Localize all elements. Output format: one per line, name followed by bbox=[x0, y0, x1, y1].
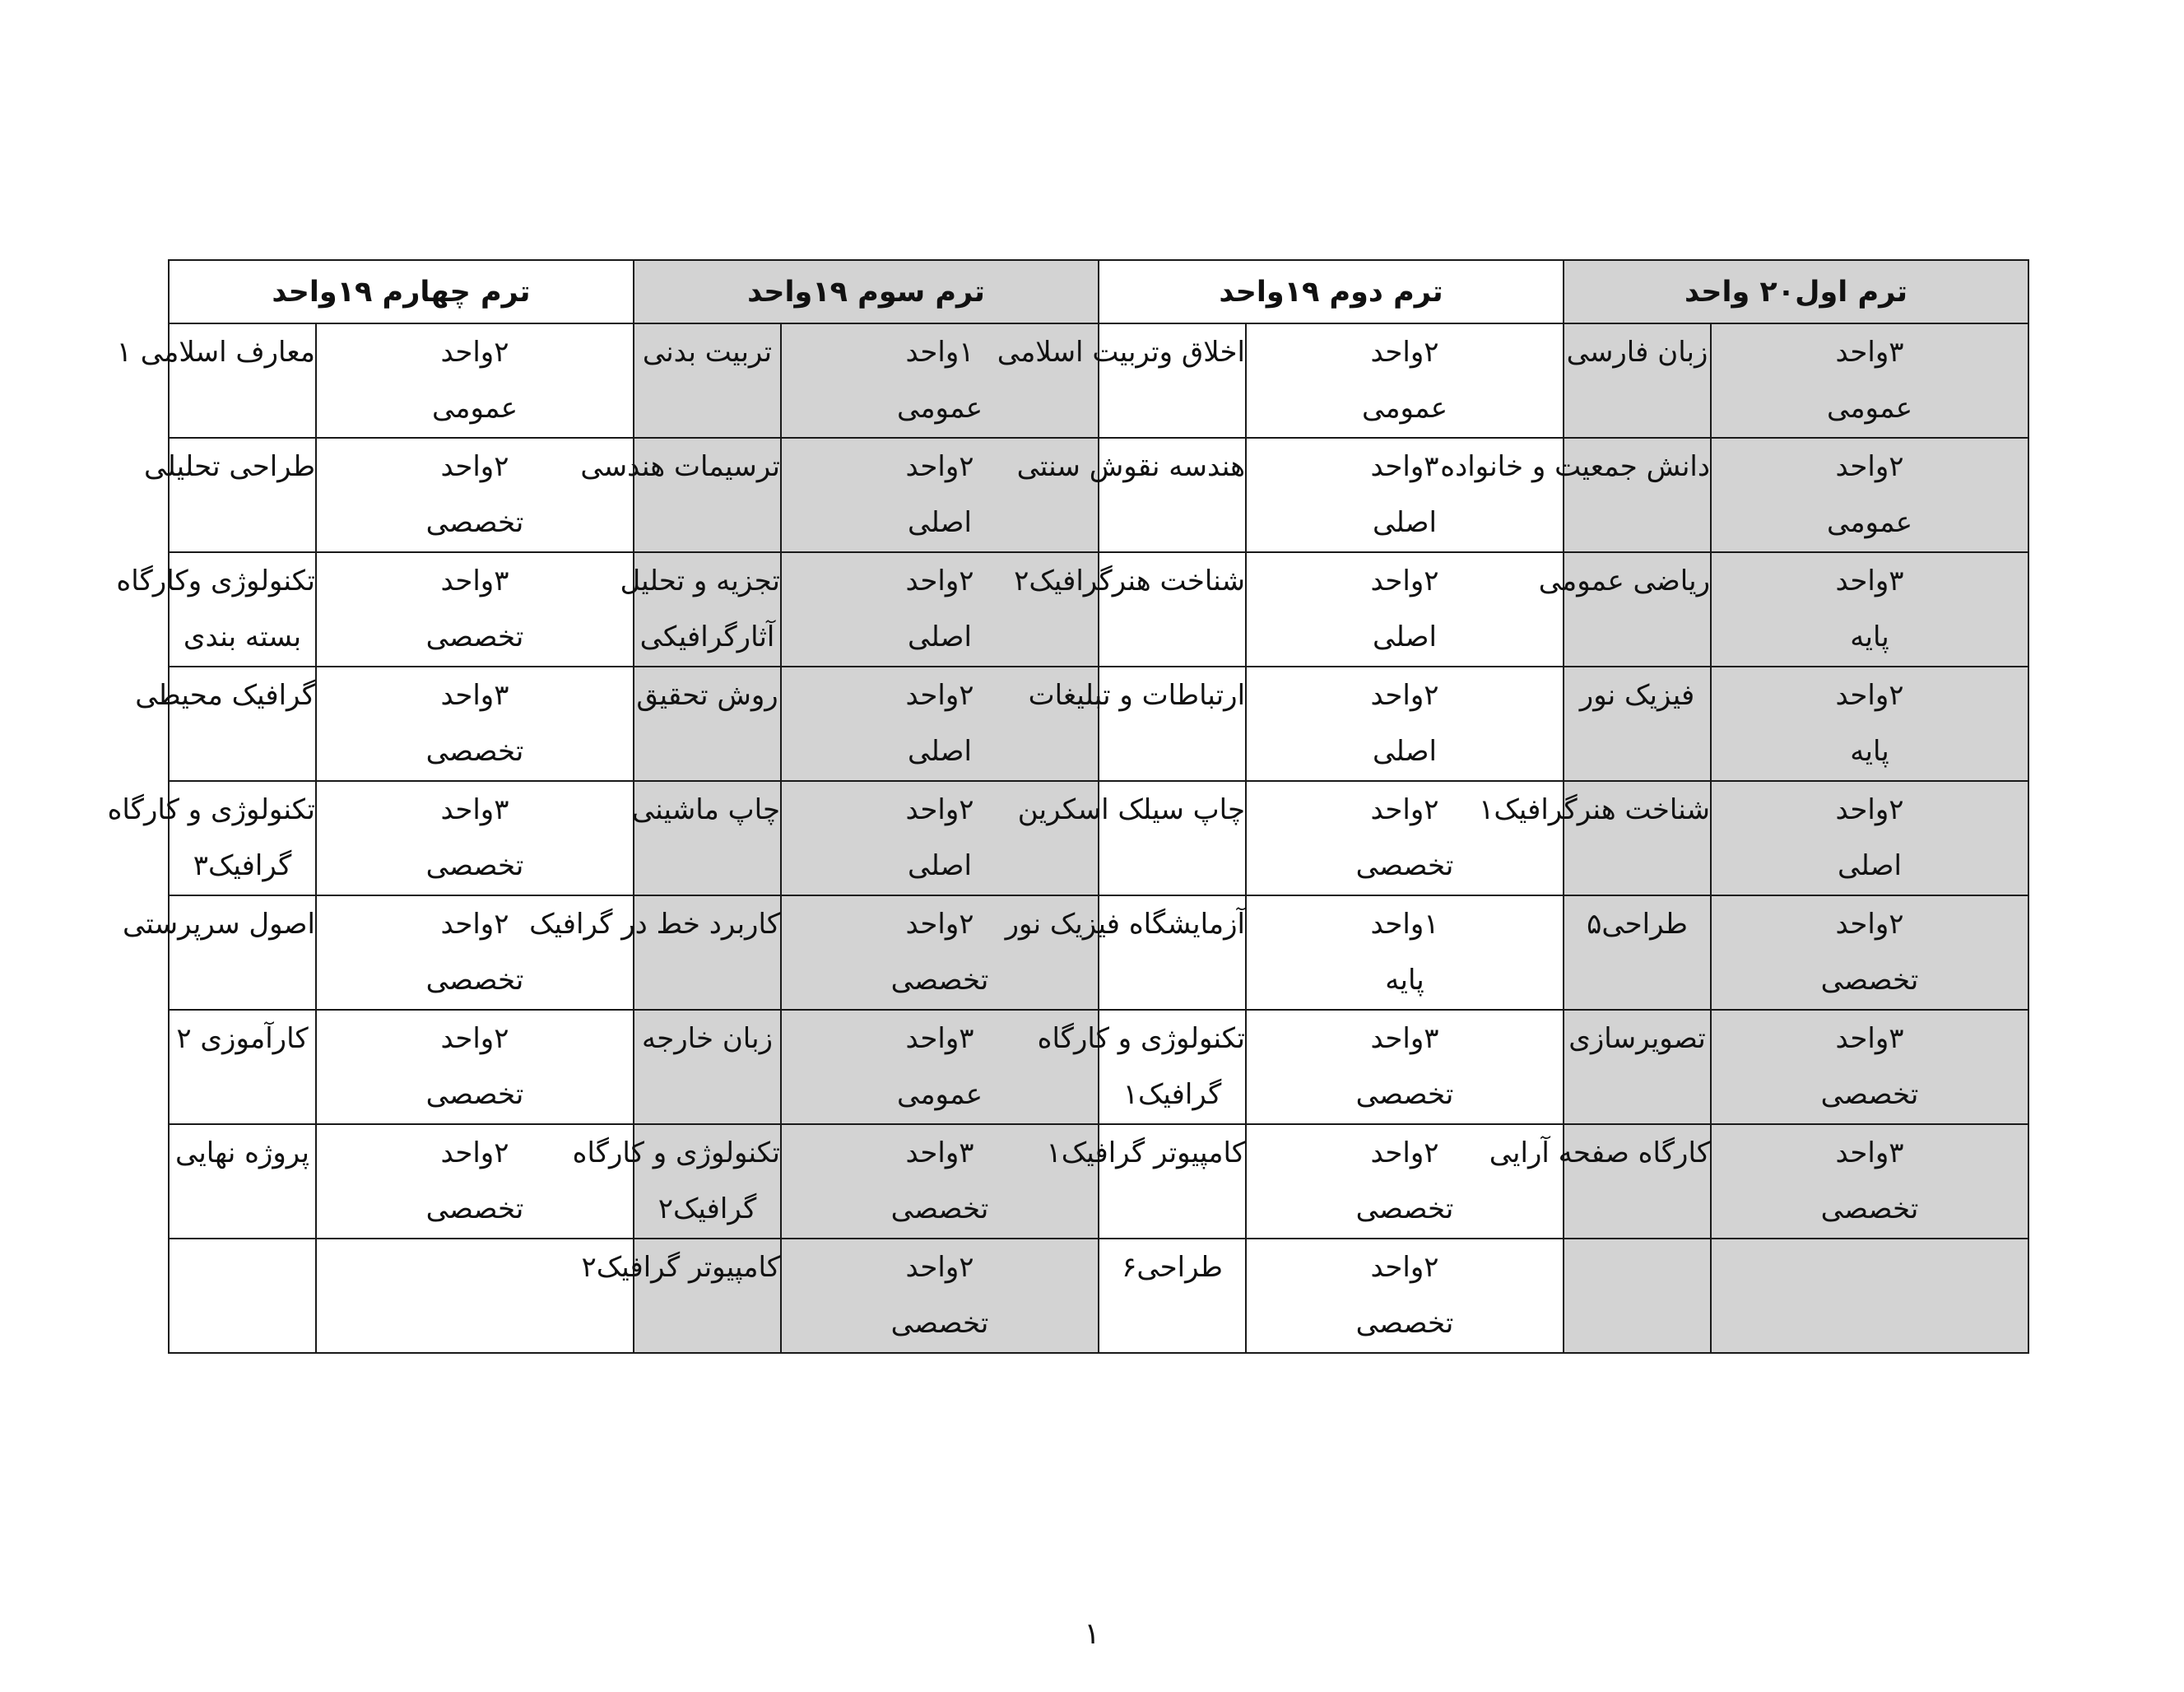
course-type-label: اصلی bbox=[908, 621, 972, 653]
units-label: ۲واحد bbox=[440, 1022, 509, 1055]
course-cell bbox=[1005, 895, 1246, 1010]
units-label: ۲واحد bbox=[1370, 565, 1439, 597]
course-type-label: عمومی bbox=[431, 392, 518, 425]
course-type-label: اصلی bbox=[1838, 849, 1902, 882]
course-name-line: تکنولوژی و کارگاه bbox=[107, 793, 315, 826]
course-name-line: زبان فارسی bbox=[1566, 336, 1708, 369]
course-cell bbox=[169, 1239, 316, 1353]
course-type-label: عمومی bbox=[896, 1078, 983, 1111]
course-cell bbox=[1538, 552, 1711, 667]
course-type-label: اصلی bbox=[1373, 506, 1437, 539]
table-row bbox=[169, 1239, 2028, 1353]
term-4-header: ترم چهارم ۱۹واحد bbox=[169, 260, 634, 323]
course-type-label: تخصصی bbox=[425, 506, 524, 539]
table-body bbox=[107, 323, 2028, 1353]
course-type-label: تخصصی bbox=[425, 1192, 524, 1225]
course-cell bbox=[634, 1010, 781, 1124]
units-label: ۲واحد bbox=[905, 908, 974, 941]
units-label: ۱واحد bbox=[905, 336, 974, 369]
course-name-line: دانش جمعیت و خانواده bbox=[1440, 450, 1711, 483]
units-label: ۳واحد bbox=[905, 1137, 974, 1169]
unit-cell bbox=[1246, 667, 1564, 781]
units-label: ۳واحد bbox=[440, 793, 509, 826]
unit-cell bbox=[1711, 781, 2028, 895]
units-label: ۲واحد bbox=[440, 336, 509, 369]
units-label: ۲واحد bbox=[1835, 793, 1904, 826]
course-name-line: بسته بندی bbox=[183, 621, 302, 653]
unit-cell bbox=[316, 667, 634, 781]
course-name-line: کامپیوتر گرافیک۱ bbox=[1046, 1137, 1246, 1169]
course-type-label: تخصصی bbox=[425, 621, 524, 653]
unit-cell bbox=[781, 1239, 1099, 1353]
unit-cell bbox=[1246, 1239, 1564, 1353]
course-cell bbox=[107, 781, 316, 895]
curriculum-table bbox=[107, 259, 2029, 1354]
units-label: ۳واحد bbox=[1370, 1022, 1439, 1055]
units-label: ۲واحد bbox=[440, 1137, 509, 1169]
course-name-line: کارآموزی ۲ bbox=[176, 1022, 309, 1055]
course-name-line: کاربرد خط در گرافیک bbox=[529, 908, 781, 941]
course-type-label: پایه bbox=[1850, 621, 1889, 653]
units-label: ۲واحد bbox=[1370, 336, 1439, 369]
unit-cell bbox=[1246, 895, 1564, 1010]
course-cell bbox=[634, 667, 781, 781]
course-cell bbox=[581, 1239, 781, 1353]
course-cell bbox=[580, 438, 781, 552]
course-name-line: زبان خارجه bbox=[641, 1022, 774, 1055]
unit-cell bbox=[316, 323, 634, 438]
units-label: ۲واحد bbox=[440, 450, 509, 483]
units-label: ۲واحد bbox=[1835, 450, 1904, 483]
course-cell bbox=[1440, 438, 1711, 552]
units-label: ۳واحد bbox=[905, 1022, 974, 1055]
course-cell bbox=[1564, 895, 1711, 1010]
course-type-label: پایه bbox=[1850, 735, 1889, 768]
course-name-line: تکنولوژی و کارگاه bbox=[572, 1137, 781, 1169]
unit-cell bbox=[1711, 552, 2028, 667]
units-label: ۲واحد bbox=[440, 908, 509, 941]
course-type-label: اصلی bbox=[1373, 621, 1437, 653]
course-cell bbox=[169, 1010, 316, 1124]
course-type-label: تخصصی bbox=[425, 964, 524, 997]
course-cell bbox=[572, 1124, 781, 1239]
course-type-label: اصلی bbox=[908, 849, 972, 882]
course-name-line: گرافیک محیطی bbox=[135, 679, 315, 712]
table-row bbox=[169, 323, 2028, 438]
course-cell bbox=[116, 323, 316, 438]
unit-cell bbox=[1246, 552, 1564, 667]
course-name-line: ترسیمات هندسی bbox=[580, 450, 781, 483]
course-name-line: شناخت هنرگرافیک۱ bbox=[1479, 793, 1711, 826]
units-label: ۳واحد bbox=[440, 679, 509, 712]
term-1-header: ترم اول۲۰ واحد bbox=[1564, 260, 2028, 323]
table-row bbox=[169, 1010, 2028, 1124]
units-label: ۳واحد bbox=[1835, 1022, 1904, 1055]
unit-cell bbox=[1246, 323, 1564, 438]
course-cell bbox=[631, 781, 781, 895]
unit-cell bbox=[1711, 438, 2028, 552]
course-name-line: چاپ سیلک اسکرین bbox=[1017, 793, 1246, 826]
header-row bbox=[169, 260, 2028, 323]
unit-cell bbox=[1711, 1239, 2028, 1353]
units-label: ۳واحد bbox=[1370, 450, 1439, 483]
course-name-line: گرافیک۱ bbox=[1122, 1078, 1222, 1111]
unit-cell bbox=[1711, 1124, 2028, 1239]
term-3-header: ترم سوم ۱۹واحد bbox=[634, 260, 1099, 323]
course-type-label: تخصصی bbox=[425, 735, 524, 768]
course-cell bbox=[144, 438, 316, 552]
units-label: ۲واحد bbox=[905, 450, 974, 483]
course-type-label: اصلی bbox=[1373, 735, 1437, 768]
units-label: ۳واحد bbox=[1835, 565, 1904, 597]
course-cell bbox=[169, 1124, 316, 1239]
course-name-line: طراحی۵ bbox=[1587, 908, 1688, 941]
units-label: ۳واحد bbox=[1835, 1137, 1904, 1169]
course-name-line: آزمایشگاه فیزیک نور bbox=[1005, 908, 1246, 941]
course-cell bbox=[1046, 1124, 1246, 1239]
course-name-line: تصویرسازی bbox=[1568, 1022, 1706, 1055]
course-cell bbox=[1564, 1010, 1711, 1124]
table-row bbox=[169, 552, 2028, 667]
table-row bbox=[169, 1124, 2028, 1239]
course-cell bbox=[1564, 667, 1711, 781]
course-type-label: تخصصی bbox=[890, 1307, 989, 1340]
course-name-line: گرافیک۲ bbox=[658, 1192, 757, 1225]
course-cell bbox=[1564, 1239, 1711, 1353]
units-label: ۱واحد bbox=[1370, 908, 1439, 941]
course-name-line: تکنولوژی وکارگاه bbox=[116, 565, 315, 597]
course-name-line: تجزیه و تحلیل bbox=[620, 565, 781, 597]
course-type-label: تخصصی bbox=[425, 1078, 524, 1111]
course-cell bbox=[1489, 1124, 1711, 1239]
units-label: ۲واحد bbox=[1370, 793, 1439, 826]
course-cell bbox=[1037, 1010, 1246, 1124]
course-name-line: طراحی۶ bbox=[1122, 1251, 1223, 1284]
table-row bbox=[169, 667, 2028, 781]
unit-cell bbox=[1711, 895, 2028, 1010]
course-type-label: عمومی bbox=[896, 392, 983, 425]
units-label: ۲واحد bbox=[905, 1251, 974, 1284]
course-type-label: تخصصی bbox=[1355, 849, 1454, 882]
units-label: ۲واحد bbox=[905, 679, 974, 712]
course-cell bbox=[1017, 781, 1246, 895]
units-label: ۳واحد bbox=[1835, 336, 1904, 369]
course-cell bbox=[1479, 781, 1711, 895]
units-label: ۲واحد bbox=[1835, 908, 1904, 941]
course-type-label: تخصصی bbox=[890, 1192, 989, 1225]
unit-cell bbox=[1711, 1010, 2028, 1124]
course-type-label: تخصصی bbox=[1355, 1307, 1454, 1340]
units-label: ۳واحد bbox=[440, 565, 509, 597]
units-label: ۲واحد bbox=[905, 565, 974, 597]
unit-cell bbox=[316, 552, 634, 667]
course-cell bbox=[1564, 323, 1711, 438]
course-name-line: معارف اسلامی ۱ bbox=[116, 336, 315, 369]
course-cell bbox=[1099, 1239, 1246, 1353]
course-name-line: طراحی تحلیلی bbox=[144, 450, 315, 483]
course-name-line: فیزیک نور bbox=[1579, 679, 1695, 712]
course-name-line: کارگاه صفحه آرایی bbox=[1489, 1137, 1711, 1169]
units-label: ۲واحد bbox=[905, 793, 974, 826]
course-name-line: روش تحقیق bbox=[636, 679, 778, 712]
course-type-label: عمومی bbox=[1826, 392, 1913, 425]
course-cell bbox=[997, 323, 1246, 438]
course-cell bbox=[123, 895, 316, 1010]
course-cell bbox=[620, 552, 781, 667]
unit-cell bbox=[316, 1010, 634, 1124]
unit-cell bbox=[1711, 667, 2028, 781]
unit-cell bbox=[1711, 323, 2028, 438]
course-name-line: تربیت بدنی bbox=[642, 336, 773, 369]
course-type-label: تخصصی bbox=[890, 964, 989, 997]
course-cell bbox=[1014, 552, 1246, 667]
course-type-label: تخصصی bbox=[1820, 964, 1919, 997]
course-name-line: ارتباطات و تبلیغات bbox=[1028, 679, 1246, 712]
unit-cell bbox=[316, 781, 634, 895]
units-label: ۲واحد bbox=[1370, 1251, 1439, 1284]
course-type-label: اصلی bbox=[908, 506, 972, 539]
course-type-label: تخصصی bbox=[1820, 1078, 1919, 1111]
course-type-label: تخصصی bbox=[1355, 1078, 1454, 1111]
course-cell bbox=[135, 667, 316, 781]
units-label: ۲واحد bbox=[1370, 1137, 1439, 1169]
course-cell bbox=[116, 552, 316, 667]
course-cell bbox=[1016, 438, 1246, 552]
course-name-line: چاپ ماشینی bbox=[631, 793, 781, 826]
page-number: ۱ bbox=[1084, 1617, 1100, 1651]
course-type-label: پایه bbox=[1385, 964, 1424, 997]
course-cell bbox=[1028, 667, 1246, 781]
table-row bbox=[169, 781, 2028, 895]
course-type-label: اصلی bbox=[908, 735, 972, 768]
units-label: ۲واحد bbox=[1835, 679, 1904, 712]
course-name-line: آثارگرافیکی bbox=[639, 621, 775, 653]
term-2-header: ترم دوم ۱۹واحد bbox=[1099, 260, 1564, 323]
course-type-label: تخصصی bbox=[1355, 1192, 1454, 1225]
course-name-line: گرافیک۳ bbox=[193, 849, 292, 882]
course-name-line: کامپیوتر گرافیک۲ bbox=[581, 1251, 781, 1284]
course-type-label: عمومی bbox=[1361, 392, 1448, 425]
units-label: ۲واحد bbox=[1370, 679, 1439, 712]
course-cell bbox=[529, 895, 781, 1010]
course-name-line: اصول سرپرستی bbox=[123, 908, 315, 941]
course-type-label: عمومی bbox=[1826, 506, 1913, 539]
course-cell bbox=[634, 323, 781, 438]
course-type-label: تخصصی bbox=[1820, 1192, 1919, 1225]
course-name-line: هندسه نقوش سنتی bbox=[1016, 450, 1246, 483]
course-name-line: پروژه نهایی bbox=[175, 1137, 309, 1169]
course-name-line: شناخت هنرگرافیک۲ bbox=[1014, 565, 1246, 597]
course-name-line: ریاضی عمومی bbox=[1538, 565, 1711, 597]
table-row bbox=[169, 895, 2028, 1010]
unit-cell bbox=[1246, 1010, 1564, 1124]
course-name-line: اخلاق وتربیت اسلامی bbox=[997, 336, 1246, 369]
course-name-line: تکنولوژی و کارگاه bbox=[1037, 1022, 1246, 1055]
course-type-label: تخصصی bbox=[425, 849, 524, 882]
table-row bbox=[169, 438, 2028, 552]
